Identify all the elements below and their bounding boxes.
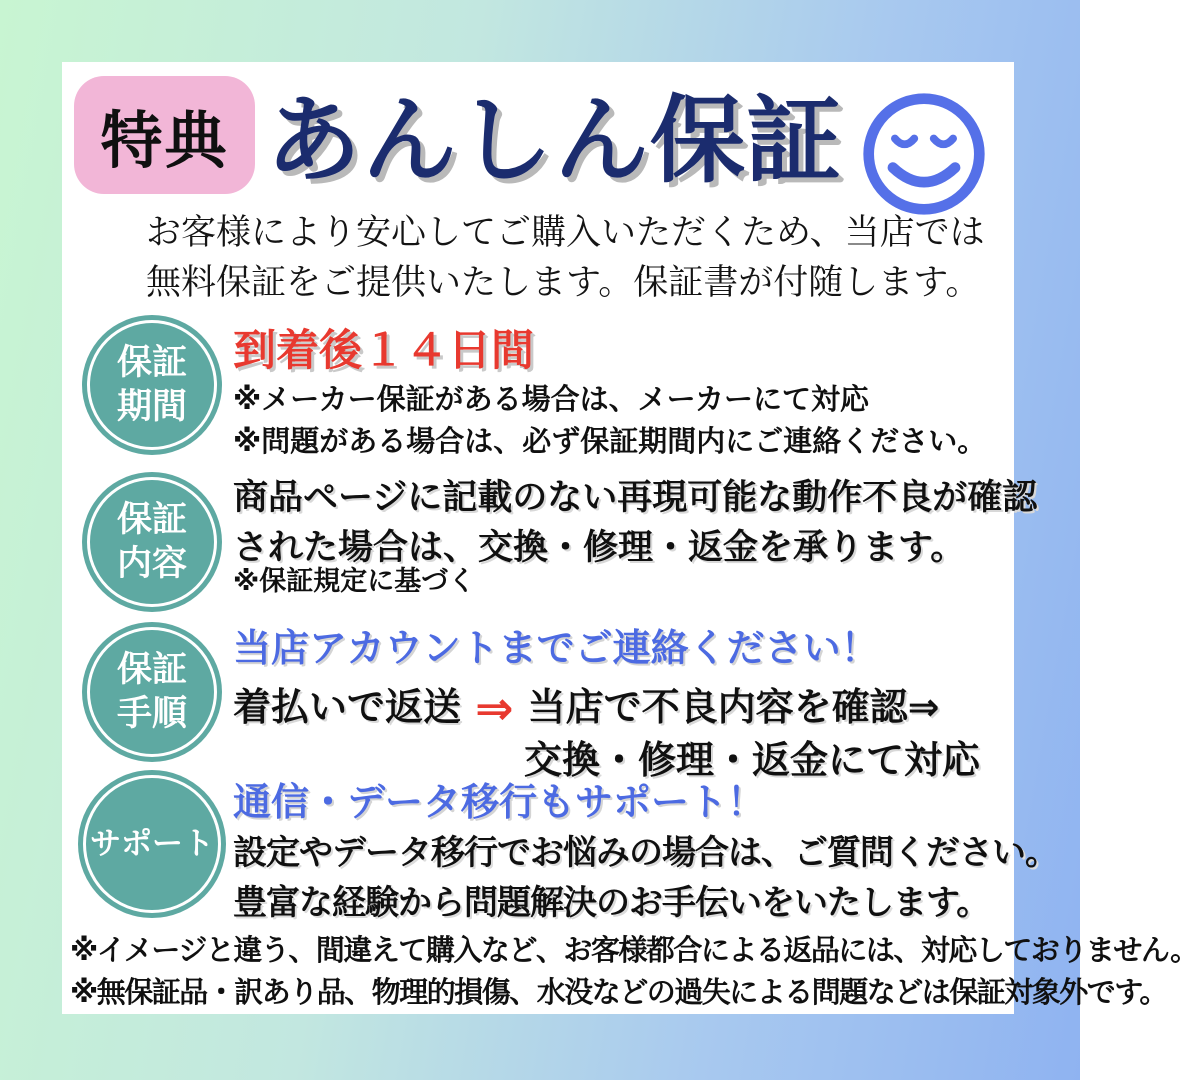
disclaimer-note-2: ※無保証品・訳あり品、物理的損傷、水没などの過失による問題などは保証対象外です。 — [70, 977, 1167, 1009]
warranty-period-note-1: ※メーカー保証がある場合は、メーカーにて対応 — [233, 384, 870, 416]
section-badge-label: 期間 — [116, 387, 187, 426]
warranty-coverage-note: ※保証規定に基づく — [233, 566, 476, 596]
flow-step-confirm: 当店で不良内容を確認⇒ — [527, 687, 940, 729]
disclaimer-notes — [70, 930, 1198, 1014]
warranty-period-notes — [233, 379, 986, 463]
warranty-procedure-flow-line-2: 交換・修理・返金にて対応 — [524, 740, 981, 782]
disclaimer-note-1: ※イメージと違う、間違えて購入など、お客様都合による返品には、対応しておりません。 — [70, 935, 1198, 967]
section-badge-label: 保証 — [116, 343, 187, 382]
warranty-procedure-flow — [233, 684, 939, 732]
section-badge-label: サポート — [90, 826, 214, 861]
section-badge-label: 内容 — [116, 544, 187, 583]
section-badge-label: 保証 — [116, 650, 187, 689]
warranty-coverage-line-1: 商品ページに記載のない再現可能な動作不良が確認 — [233, 478, 1038, 517]
section-badge-label: 手順 — [116, 694, 187, 733]
intro-line-1: お客様により安心してご購入いただくため、当店では — [146, 213, 985, 252]
flow-step-return: 着払いで返送 — [233, 687, 462, 729]
smiley-face-icon — [858, 88, 990, 220]
intro-text — [146, 208, 985, 308]
warranty-coverage-body — [233, 473, 1037, 573]
section-badge-warranty-period — [82, 315, 222, 455]
support-line-2: 豊富な経験から問題解決のお手伝いをいたします。 — [233, 884, 990, 922]
support-body — [233, 828, 1058, 928]
warranty-coverage-line-2: された場合は、交換・修理・返金を承ります。 — [233, 528, 966, 567]
red-arrow-icon: ⇒ — [475, 682, 514, 734]
intro-line-2: 無料保証をご提供いたします。保証書が付随します。 — [146, 263, 981, 302]
warranty-period-heading: 到着後１４日間 — [233, 327, 534, 375]
section-badge-label: 保証 — [116, 500, 187, 539]
warranty-period-note-2: ※問題がある場合は、必ず保証期間内にご連絡ください。 — [233, 426, 987, 458]
section-badge-warranty-procedure — [82, 622, 222, 762]
warranty-card — [62, 62, 1198, 1014]
support-heading: 通信・データ移行もサポート！ — [233, 782, 766, 824]
support-line-1: 設定やデータ移行でお悩みの場合は、ご質問ください。 — [233, 834, 1058, 872]
page-title: あんしん保証 — [266, 88, 843, 194]
benefit-badge — [74, 76, 255, 194]
section-badge-support — [78, 770, 226, 918]
section-badge-warranty-coverage — [82, 472, 222, 612]
warranty-procedure-heading: 当店アカウントまでご連絡ください！ — [233, 628, 879, 670]
benefit-badge-label: 特典 — [100, 106, 229, 176]
